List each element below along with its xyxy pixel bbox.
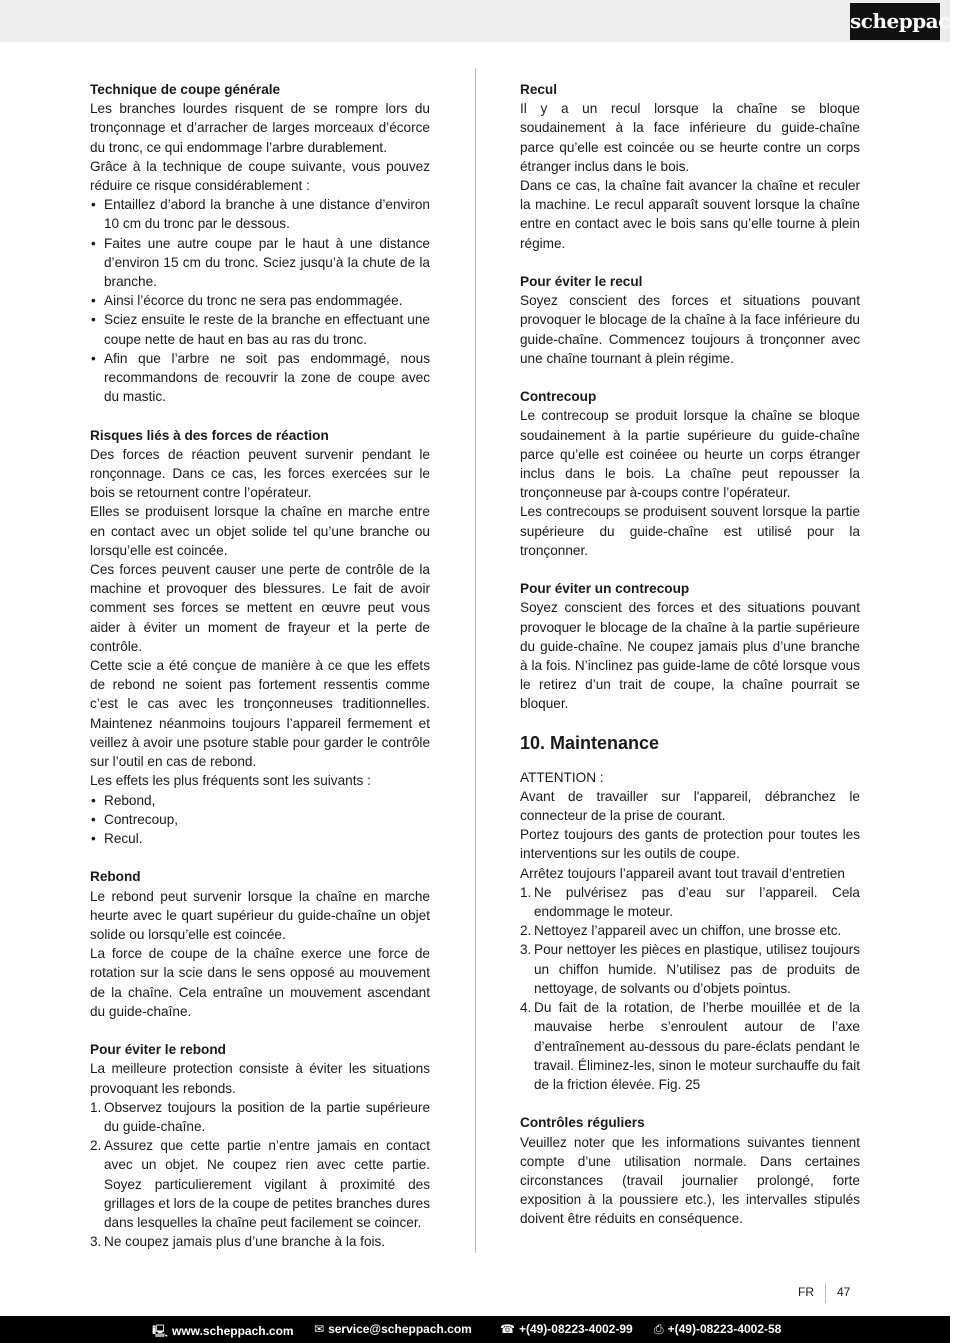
list-item <box>520 883 860 921</box>
footer-separator <box>825 1283 826 1303</box>
paragraph: Avant de travailler sur l'appareil, débranchez le connecteur de la prise de courant. <box>520 788 860 824</box>
section-recoil <box>520 80 860 253</box>
mail-icon: ✉ <box>314 1322 325 1336</box>
header-bar <box>0 0 964 42</box>
list-text: Du fait de la rotation, de l’herbe mouillée et de la mauvaise herbe s’enroulent autour de l’axe d’entraînement au-dessous du pare-éclats pendant le travail. Éliminez-les, sinon le moteur surchauffe du fait de la friction élevée. Fig. 25 <box>534 1000 860 1092</box>
list-text: Ne pulvérisez pas d’eau sur l’appareil. Cela endommage le moteur. <box>534 884 860 920</box>
fax-icon: ⎙ <box>654 1322 664 1336</box>
list-number: 2. <box>90 1138 102 1154</box>
list-number: 3. <box>90 1234 102 1250</box>
page-footer <box>0 1283 950 1303</box>
paragraph: Soyez conscient des forces et des situations pouvant provoquer le blocage de la chaîne à la partie supérieure du guide-chaîne. Ne coupez jamais plus d’une branche à la fois. N’inclinez pas guide-lame de côté lorsque vous le retirez d’un trait de coupe, la chaîne pourrait se bloquer. <box>520 600 860 712</box>
phone-icon: ☎ <box>500 1322 515 1336</box>
list-item: • Rebond, <box>90 791 430 810</box>
paragraph: Arrêtez toujours l’appareil avant tout travail d’entretien <box>520 865 845 881</box>
section-title: Rebond <box>90 869 141 885</box>
list-number: 1. <box>90 1099 102 1115</box>
section-title: Contrôles réguliers <box>520 1115 645 1131</box>
bullet-list <box>90 791 430 849</box>
left-column <box>90 80 430 1251</box>
section-title: Technique de coupe générale <box>90 82 281 97</box>
paragraph: La force de coupe de la chaîne exerce une force de rotation sur la scie dans le sens opposé au mouvement de la chaîne. Cela entraîne un mouvement ascendant du guide-chaîne. <box>90 946 430 1019</box>
list-item: • Faites une autre coupe par le haut à une distance d’environ 15 cm du tronc. Sciez jusqu’à la chute de la branche. <box>90 234 430 292</box>
page-number: 47 <box>837 1285 851 1299</box>
email-contact[interactable] <box>314 1322 472 1336</box>
section-maintenance <box>520 732 860 1094</box>
paragraph: Les effets les plus fréquents sont les suivants : <box>90 773 371 789</box>
website-contact[interactable] <box>152 1322 294 1343</box>
paragraph: Soyez conscient des forces et situations pouvant provoquer le blocage de la chaîne à la face inférieure du guide-chaîne. Commencez toujours à tronçonner avec une chaîne tournant à plein régime. <box>520 293 860 366</box>
language-code: FR <box>798 1285 814 1299</box>
list-item <box>520 998 860 1094</box>
numbered-list <box>90 1098 430 1252</box>
section-rebound <box>90 867 430 1021</box>
contact-bar <box>0 1316 950 1343</box>
paragraph: Grâce à la technique de coupe suivante, vous pouvez réduire ce risque considérablement : <box>90 158 430 194</box>
list-text: Pour nettoyer les pièces en plastique, utilisez toujours un chiffon humide. N’utilisez pas de produits de nettoyage, de solvants ou d’objets pointus. <box>534 942 860 996</box>
list-item <box>90 1098 430 1136</box>
fax-contact <box>654 1322 781 1337</box>
paragraph: Le rebond peut survenir lorsque la chaîne en marche heurte avec le quart supérieur du guide-chaîne un objet solide ou lorsqu’elle est coincée. <box>90 888 430 942</box>
column-divider <box>475 68 476 1253</box>
list-item: • Entaillez d’abord la branche à une distance d’environ 10 cm du tronc par le dessous. <box>90 195 430 233</box>
paragraph: Il y a un recul lorsque la chaîne se bloque soudainement à la face inférieure du guide-chaîne parce qu’elle est coincée ou se heurte contre un corps étranger inclus dans le bois. <box>520 101 860 174</box>
list-item: • Afin que l’arbre ne soit pas endommagé, nous recommandons de recouvrir la zone de coupe avec du mastic. <box>90 349 430 407</box>
bullet-list <box>90 195 430 406</box>
section-kickback <box>520 387 860 560</box>
section-avoid-recoil <box>520 272 860 368</box>
phone-number: +(49)-08223-4002-99 <box>518 1322 633 1336</box>
section-title: Risques liés à des forces de réaction <box>90 427 329 443</box>
list-number: 4. <box>520 1000 532 1016</box>
section-avoid-kickback <box>520 579 860 713</box>
list-item <box>520 921 860 940</box>
paragraph: Dans ce cas, la chaîne fait avancer la chaîne et reculer la machine. Le recul apparaît souvent lorsque la chaîne entre en contact avec le bois sans qu’elle tourne à plein régime. <box>520 178 860 251</box>
list-item <box>520 940 860 998</box>
email-link[interactable]: service@scheppach.com <box>328 1322 472 1336</box>
section-title: Pour éviter le recul <box>520 274 643 290</box>
section-avoid-rebound <box>90 1040 430 1251</box>
scheppach-logo: scheppach <box>850 3 940 40</box>
list-item <box>90 1136 430 1232</box>
list-text: Nettoyez l’appareil avec un chiffon, une brosse etc. <box>534 923 842 939</box>
fax-number: +(49)-08223-4002-58 <box>667 1322 782 1336</box>
section-title: Pour éviter un contrecoup <box>520 581 690 597</box>
paragraph: Veuillez noter que les informations suivantes tiennent compte d’une utilisation normale. Dans certaines circonstances (travail journalier prolongé, forte exposition à la poussiere etc.), les intervalles stipulés doivent être réduits en conséquence. <box>520 1134 860 1227</box>
list-item: • Recul. <box>90 829 430 848</box>
paragraph: La meilleure protection consiste à éviter les situations provoquant les rebonds. <box>90 1061 430 1096</box>
section-title: Contrecoup <box>520 389 597 405</box>
list-text: Assurez que cette partie n’entre jamais en contact avec un objet. Ne coupez rien avec cette partie. Soyez particulierement vigilant à proximité des grillages et lors de la coupe de petites branches dures dans lesquelles la chaîne peut facilement se coincer. <box>104 1138 430 1230</box>
right-column <box>520 80 860 1229</box>
phone-contact <box>500 1322 633 1336</box>
section-title: Recul <box>520 82 558 97</box>
list-item: • Ainsi l’écorce du tronc ne sera pas endommagée. <box>90 291 430 310</box>
section-title: Pour éviter le rebond <box>90 1042 226 1058</box>
paragraph: Des forces de réaction peuvent survenir pendant le ronçonnage. Dans ce cas, les forces exercées sur le bois se retournent contre l’opérateur. <box>90 446 430 501</box>
section-general-cutting <box>90 80 430 406</box>
numbered-list <box>520 883 860 1094</box>
list-text: Ne coupez jamais plus d’une branche à la fois. <box>104 1234 386 1250</box>
list-number: 2. <box>520 923 532 939</box>
section-reaction-forces <box>90 426 430 848</box>
attention-label: ATTENTION : <box>520 769 604 785</box>
list-text: Observez toujours la position de la partie supérieure du guide-chaîne. <box>104 1099 430 1134</box>
paragraph: Le contrecoup se produit lorsque la chaîne se bloque soudainement à la partie supérieure du guide-chaîne parce qu’elle est coinéee ou heurte un corps étranger inclus dans le bois. La chaîne peut repousser la tronçonneuse par à-coups contre l’opérateur. <box>520 408 860 501</box>
list-number: 1. <box>520 884 532 900</box>
list-item: • Sciez ensuite le reste de la branche en effectuant une coupe nette de haut en bas au ras du tronc. <box>90 310 430 348</box>
list-item: • Contrecoup, <box>90 810 430 829</box>
list-item <box>90 1232 430 1251</box>
paragraph: Portez toujours des gants de protection pour toutes les interventions sur les outils de coupe. <box>520 827 860 862</box>
chapter-title: 10. Maintenance <box>520 732 660 753</box>
computer-icon: 🖳 <box>152 1324 169 1338</box>
paragraph: Cette scie a été conçue de manière à ce que les effets de rebond ne soient pas fortement ressentis comme c’est le cas avec les tronçonneuses traditionnelles. Maintenez néanmoins toujours l’appareil fermement et veillez à avoir une psoture stable pour garder le contrôle sur l’outil en cas de rebond. <box>90 658 430 770</box>
paragraph: Elles se produisent lorsque la chaîne en marche entre en contact avec un objet solide tel qu’une branche ou lorsqu’elle est coincée. <box>90 504 430 558</box>
list-number: 3. <box>520 942 532 958</box>
paragraph: Les branches lourdes risquent de se rompre lors du tronçonnage et d’arracher de larges morceaux d’écorce du tronc, ce qui endommage l’arbre durablement. <box>90 101 430 155</box>
section-regular-checks <box>520 1113 860 1228</box>
website-link[interactable]: www.scheppach.com <box>172 1324 294 1338</box>
paragraph: Les contrecoups se produisent souvent lorsque la partie supérieure du guide-chaîne est utilisé pour la tronçonner. <box>520 504 860 558</box>
paragraph: Ces forces peuvent causer une perte de contrôle de la machine et provoquer des blessures. Le fait de avoir comment ses forces se mettent en œuvre peut vous aider à éviter un moment de frayeur et la perte de contrôle. <box>90 562 430 654</box>
